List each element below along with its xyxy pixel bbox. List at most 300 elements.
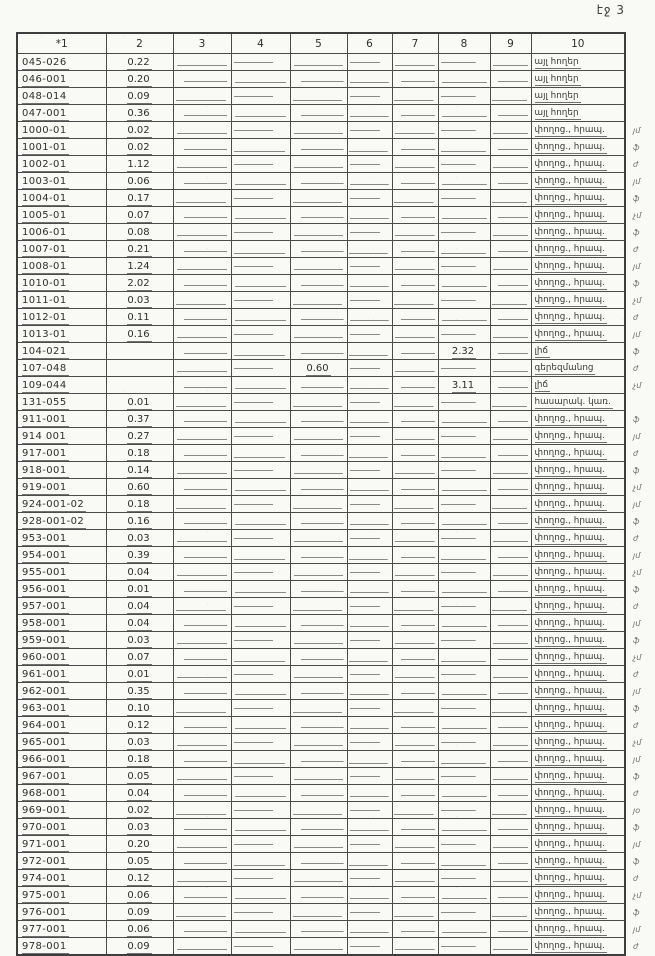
empty-cell-3 (173, 921, 231, 938)
margin-mark: յմ (633, 431, 641, 441)
empty-cell-7 (392, 496, 438, 513)
area-value: 1.12 (127, 158, 150, 170)
col8-cell (438, 751, 490, 768)
empty-cell-4 (231, 870, 290, 887)
empty-cell-9 (490, 54, 531, 71)
col8-value (463, 635, 465, 647)
empty-cell-6 (347, 360, 392, 377)
col5-value (318, 652, 320, 664)
col5-cell (290, 105, 347, 122)
parcel-code-cell (17, 547, 106, 564)
land-type-label: գերեզմանոց (534, 363, 594, 373)
col5-value (318, 57, 320, 69)
col8-value (463, 805, 465, 817)
land-type-label: փողոց., հրապ. (534, 227, 605, 237)
empty-cell-6 (347, 326, 392, 343)
table-row (17, 802, 649, 819)
empty-cell-9 (490, 428, 531, 445)
land-type-label: փողոց., հրապ. (534, 465, 605, 475)
empty-cell-9 (490, 666, 531, 683)
col8-value (463, 856, 465, 868)
parcel-code: 969-001 (22, 804, 67, 816)
empty-cell-3 (173, 870, 231, 887)
empty-cell-6 (347, 666, 392, 683)
land-type-label: փողոց., հրապ. (534, 669, 605, 679)
empty-cell-9 (490, 785, 531, 802)
col8-cell (438, 768, 490, 785)
parcel-code: 914 001 (22, 430, 67, 442)
parcel-code: 976-001 (22, 906, 67, 918)
col8-value (463, 686, 465, 698)
table-row (17, 734, 649, 751)
table-row (17, 768, 649, 785)
land-type-cell (531, 54, 625, 71)
empty-cell-6 (347, 309, 392, 326)
area-cell (106, 292, 173, 309)
empty-cell-6 (347, 921, 392, 938)
col8-value (463, 601, 465, 613)
empty-cell-4 (231, 173, 290, 190)
empty-cell-9 (490, 734, 531, 751)
col5-value (318, 686, 320, 698)
col8-value (463, 261, 465, 273)
land-type-label: փողոց., հրապ. (534, 873, 605, 883)
area-value: 0.17 (127, 192, 150, 204)
land-type-cell (531, 411, 625, 428)
table-row (17, 105, 649, 122)
empty-cell-6 (347, 513, 392, 530)
empty-cell-6 (347, 241, 392, 258)
col5-value (318, 346, 320, 358)
land-type-cell (531, 632, 625, 649)
page-number-label: էջ 3 (596, 3, 625, 17)
col5-cell (290, 292, 347, 309)
col5-cell (290, 360, 347, 377)
land-type-label: փողոց., հրապ. (534, 703, 605, 713)
margin-mark: չմ (633, 652, 642, 662)
col5-value (318, 907, 320, 919)
parcel-code: 957-001 (22, 600, 67, 612)
parcel-code-cell (17, 649, 106, 666)
margin-mark: չմ (633, 567, 642, 577)
column-header: 6 (347, 33, 392, 54)
col5-value (318, 839, 320, 851)
empty-cell-6 (347, 411, 392, 428)
land-type-label: փողոց., հրապ. (534, 924, 605, 934)
empty-cell-3 (173, 224, 231, 241)
parcel-code: 1011-01 (22, 294, 67, 306)
land-type-cell (531, 802, 625, 819)
area-cell (106, 615, 173, 632)
area-cell (106, 564, 173, 581)
empty-cell-7 (392, 275, 438, 292)
area-cell (106, 870, 173, 887)
column-header: 9 (490, 33, 531, 54)
col5-cell (290, 190, 347, 207)
area-cell (106, 938, 173, 956)
parcel-code: 967-001 (22, 770, 67, 782)
parcel-code-cell (17, 394, 106, 411)
parcel-code-cell (17, 921, 106, 938)
area-value: 0.16 (127, 328, 150, 340)
col5-cell (290, 326, 347, 343)
empty-cell-9 (490, 938, 531, 956)
col8-cell (438, 700, 490, 717)
margin-mark: ժ (633, 788, 639, 798)
area-cell (106, 88, 173, 105)
empty-cell-7 (392, 666, 438, 683)
empty-cell-6 (347, 598, 392, 615)
col5-value (318, 873, 320, 885)
parcel-code: 1002-01 (22, 158, 67, 170)
col5-value (318, 295, 320, 307)
empty-cell-7 (392, 54, 438, 71)
empty-cell-7 (392, 428, 438, 445)
empty-cell-4 (231, 241, 290, 258)
land-type-label: փողոց., հրապ. (534, 839, 605, 849)
col8-cell (438, 411, 490, 428)
col8-cell (438, 496, 490, 513)
table-row (17, 71, 649, 88)
area-value: 1.24 (127, 260, 150, 272)
col5-cell (290, 666, 347, 683)
col5-cell (290, 683, 347, 700)
table-row (17, 615, 649, 632)
land-type-cell (531, 224, 625, 241)
col8-cell (438, 54, 490, 71)
parcel-code: 1001-01 (22, 141, 67, 153)
empty-cell-7 (392, 836, 438, 853)
area-value (139, 380, 141, 392)
col8-value (463, 465, 465, 477)
col5-cell (290, 309, 347, 326)
land-type-cell (531, 496, 625, 513)
land-type-cell (531, 870, 625, 887)
empty-cell-7 (392, 173, 438, 190)
area-cell (106, 768, 173, 785)
empty-cell-4 (231, 326, 290, 343)
land-type-label: այլ հողեր (534, 108, 579, 118)
area-value: 0.01 (127, 583, 150, 595)
empty-cell-7 (392, 394, 438, 411)
land-type-label: փողոց., հրապ. (534, 550, 605, 560)
margin-mark: յմ (633, 261, 641, 271)
col5-value (318, 397, 320, 409)
area-cell (106, 836, 173, 853)
empty-cell-4 (231, 802, 290, 819)
empty-cell-7 (392, 139, 438, 156)
empty-cell-7 (392, 887, 438, 904)
parcel-code: 1010-01 (22, 277, 67, 289)
parcel-code-cell (17, 904, 106, 921)
empty-cell-4 (231, 717, 290, 734)
land-type-label: փողոց., հրապ. (534, 907, 605, 917)
margin-mark: ժ (633, 873, 639, 883)
empty-cell-3 (173, 428, 231, 445)
land-type-label: փողոց., հրապ. (534, 805, 605, 815)
parcel-code-cell (17, 241, 106, 258)
col5-value (318, 142, 320, 154)
empty-cell-4 (231, 190, 290, 207)
empty-cell-6 (347, 343, 392, 360)
parcel-code-cell (17, 513, 106, 530)
empty-cell-9 (490, 207, 531, 224)
area-value: 0.16 (127, 515, 150, 527)
empty-cell-3 (173, 683, 231, 700)
land-type-label: այլ հողեր (534, 74, 579, 84)
column-header: 8 (438, 33, 490, 54)
parcel-code-cell (17, 292, 106, 309)
col5-value (318, 771, 320, 783)
table-row (17, 904, 649, 921)
land-type-cell (531, 275, 625, 292)
col8-cell (438, 683, 490, 700)
parcel-code-cell (17, 853, 106, 870)
margin-mark: ժ (633, 448, 639, 458)
empty-cell-3 (173, 88, 231, 105)
area-value: 0.21 (127, 243, 150, 255)
col8-cell (438, 462, 490, 479)
empty-cell-9 (490, 870, 531, 887)
parcel-code-cell (17, 751, 106, 768)
area-value: 0.06 (127, 889, 150, 901)
empty-cell-9 (490, 649, 531, 666)
land-type-cell (531, 258, 625, 275)
parcel-code: 1004-01 (22, 192, 67, 204)
col5-value (318, 720, 320, 732)
col8-cell (438, 513, 490, 530)
margin-mark: ժ (633, 312, 639, 322)
col8-cell (438, 530, 490, 547)
area-cell (106, 598, 173, 615)
col5-cell (290, 938, 347, 956)
col8-value (463, 57, 465, 69)
area-cell (106, 717, 173, 734)
empty-cell-7 (392, 445, 438, 462)
empty-cell-7 (392, 411, 438, 428)
empty-cell-6 (347, 751, 392, 768)
area-value: 0.09 (127, 940, 150, 952)
empty-cell-7 (392, 802, 438, 819)
col5-value (318, 380, 320, 392)
col8-cell (438, 224, 490, 241)
col5-value (318, 737, 320, 749)
empty-cell-7 (392, 547, 438, 564)
land-type-cell (531, 292, 625, 309)
area-value: 0.04 (127, 600, 150, 612)
land-type-label: փողոց., հրապ. (534, 278, 605, 288)
land-type-cell (531, 326, 625, 343)
area-cell (106, 190, 173, 207)
area-cell (106, 904, 173, 921)
parcel-code: 954-001 (22, 549, 67, 561)
parcel-code: 961-001 (22, 668, 67, 680)
col8-cell (438, 71, 490, 88)
parcel-code: 046-001 (22, 73, 67, 85)
empty-cell-4 (231, 122, 290, 139)
parcel-code-cell (17, 717, 106, 734)
parcel-code: 919-001 (22, 481, 67, 493)
area-value: 0.12 (127, 872, 150, 884)
margin-mark: յմ (633, 329, 641, 339)
table-row (17, 700, 649, 717)
empty-cell-3 (173, 564, 231, 581)
col8-value (463, 941, 465, 953)
empty-cell-9 (490, 445, 531, 462)
table-row (17, 547, 649, 564)
col8-cell (438, 326, 490, 343)
col8-cell (438, 173, 490, 190)
land-type-label: փողոց., հրապ. (534, 618, 605, 628)
margin-mark: ֆ (633, 142, 640, 152)
table-row (17, 683, 649, 700)
parcel-code-cell (17, 632, 106, 649)
empty-cell-9 (490, 904, 531, 921)
empty-cell-4 (231, 292, 290, 309)
table-row (17, 530, 649, 547)
empty-cell-4 (231, 768, 290, 785)
col8-value (463, 516, 465, 528)
empty-cell-4 (231, 887, 290, 904)
parcel-code-cell (17, 836, 106, 853)
land-type-cell (531, 360, 625, 377)
empty-cell-3 (173, 836, 231, 853)
col5-cell (290, 377, 347, 394)
col8-value (463, 482, 465, 494)
land-type-cell (531, 190, 625, 207)
col5-value (318, 499, 320, 511)
empty-cell-4 (231, 683, 290, 700)
parcel-code-cell (17, 411, 106, 428)
col8-cell (438, 105, 490, 122)
area-cell (106, 547, 173, 564)
margin-mark: ժ (633, 363, 639, 373)
empty-cell-9 (490, 275, 531, 292)
margin-mark (625, 88, 649, 105)
col8-value: 2.32 (451, 345, 475, 357)
land-type-cell (531, 921, 625, 938)
col5-value (318, 703, 320, 715)
empty-cell-3 (173, 292, 231, 309)
empty-cell-7 (392, 938, 438, 956)
empty-cell-3 (173, 377, 231, 394)
land-type-cell (531, 887, 625, 904)
empty-cell-6 (347, 547, 392, 564)
empty-cell-9 (490, 887, 531, 904)
land-type-label: փողոց., հրապ. (534, 499, 605, 509)
area-cell (106, 54, 173, 71)
col5-value (318, 91, 320, 103)
area-cell (106, 326, 173, 343)
col5-cell (290, 241, 347, 258)
parcel-code-cell (17, 275, 106, 292)
empty-cell-9 (490, 377, 531, 394)
col8-value (463, 312, 465, 324)
parcel-code: 918-001 (22, 464, 67, 476)
margin-mark: ֆ (633, 584, 640, 594)
empty-cell-4 (231, 54, 290, 71)
col8-value (463, 567, 465, 579)
col5-value (318, 618, 320, 630)
empty-cell-4 (231, 275, 290, 292)
col8-value (463, 125, 465, 137)
empty-cell-6 (347, 649, 392, 666)
parcel-code-cell (17, 734, 106, 751)
area-cell (106, 887, 173, 904)
margin-mark (625, 54, 649, 71)
empty-cell-7 (392, 190, 438, 207)
col8-value (463, 278, 465, 290)
col8-value (463, 771, 465, 783)
col5-cell (290, 717, 347, 734)
empty-cell-9 (490, 513, 531, 530)
header-row (17, 33, 649, 54)
col5-cell (290, 564, 347, 581)
parcel-code-cell (17, 530, 106, 547)
land-type-label: փողոց., հրապ. (534, 601, 605, 611)
parcel-code-cell (17, 224, 106, 241)
empty-cell-3 (173, 258, 231, 275)
col8-cell (438, 836, 490, 853)
parcel-code: 1012-01 (22, 311, 67, 323)
empty-cell-9 (490, 241, 531, 258)
table-row (17, 717, 649, 734)
area-value: 0.01 (127, 668, 150, 680)
land-type-label: փողոց., հրապ. (534, 516, 605, 526)
empty-cell-9 (490, 343, 531, 360)
col5-cell (290, 547, 347, 564)
land-type-cell (531, 394, 625, 411)
col8-cell (438, 241, 490, 258)
empty-cell-9 (490, 139, 531, 156)
empty-cell-4 (231, 819, 290, 836)
empty-cell-4 (231, 139, 290, 156)
table-row (17, 275, 649, 292)
table-row (17, 921, 649, 938)
empty-cell-3 (173, 275, 231, 292)
col8-cell (438, 819, 490, 836)
col8-value (463, 550, 465, 562)
empty-cell-4 (231, 224, 290, 241)
empty-cell-6 (347, 54, 392, 71)
parcel-code: 971-001 (22, 838, 67, 850)
land-type-cell (531, 768, 625, 785)
col8-value (463, 584, 465, 596)
col5-value (318, 533, 320, 545)
table-row (17, 751, 649, 768)
empty-cell-4 (231, 598, 290, 615)
empty-cell-4 (231, 71, 290, 88)
area-value: 0.03 (127, 532, 150, 544)
col8-cell (438, 904, 490, 921)
col8-cell (438, 258, 490, 275)
col5-cell (290, 462, 347, 479)
area-value: 0.09 (127, 90, 150, 102)
col8-value (463, 108, 465, 120)
area-value: 0.11 (127, 311, 150, 323)
col5-value (318, 414, 320, 426)
land-type-label: փողոց., հրապ. (534, 737, 605, 747)
parcel-code-cell (17, 71, 106, 88)
parcel-code: 970-001 (22, 821, 67, 833)
empty-cell-4 (231, 105, 290, 122)
col8-value (463, 397, 465, 409)
margin-mark: ֆ (633, 516, 640, 526)
empty-cell-6 (347, 122, 392, 139)
land-type-cell (531, 785, 625, 802)
parcel-code: 975-001 (22, 889, 67, 901)
col8-value (463, 91, 465, 103)
